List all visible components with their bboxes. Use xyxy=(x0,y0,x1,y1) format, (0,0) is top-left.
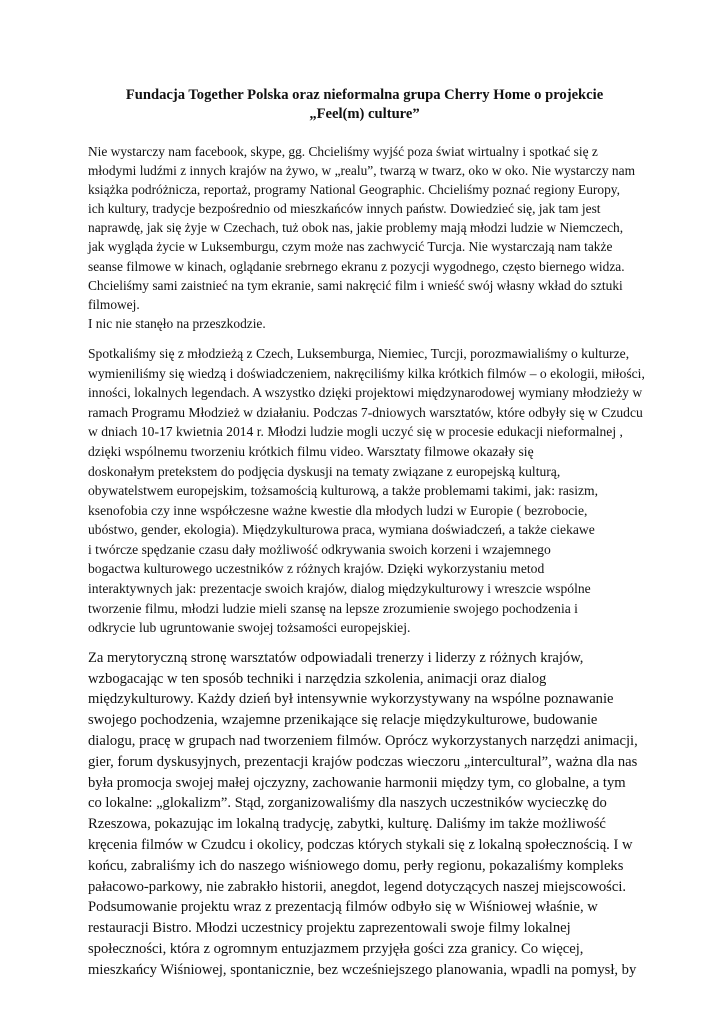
text-line: Nie wystarczy nam facebook, skype, gg. Chcieliśmy wyjść poza świat wirtualny i spotkać się z xyxy=(88,144,598,159)
text-line: pałacowo-parkowy, nie zabrakło historii, anegdot, legend dotyczących naszej miejscowości. xyxy=(88,878,627,895)
text-line: Rzeszowa, pokazując im lokalną tradycję, zabytki, kulturę. Daliśmy im także możliwość xyxy=(88,816,606,833)
text-line: dzięki wspólnemu tworzeniu krótkich filmu video. Warsztaty filmowe okazały się xyxy=(88,443,534,459)
text-line: Spotkaliśmy się z młodzieżą z Czech, Luksemburga, Niemiec, Turcji, porozmawialiśmy o kulturze, xyxy=(88,345,630,361)
text-line: I nic nie stanęło na przeszkodzie. xyxy=(88,315,266,331)
text-line: społeczności, która z ogromnym entuzjazmem przyjęła gości zza granicy. Co więcej, xyxy=(88,941,584,957)
text-line: ksenofobia czy inne współczesne ważne kwestie dla młodych ludzi w Europie ( bezrobocie, xyxy=(88,502,588,518)
paragraph-meeting xyxy=(88,344,645,638)
text-line: tworzenie filmu, młodzi ludzie mieli szansę na lepsze zrozumienie swojego pochodzenia i xyxy=(88,600,578,616)
text-line: naprawdę, jak się żyje w Czechach, tuż obok nas, jakie problemy mają młodzi ludzie w Niemczech, xyxy=(88,220,624,236)
document-title xyxy=(88,86,641,124)
document-page xyxy=(88,86,645,981)
text-line: Podsumowanie projektu wraz z prezentacją filmów odbyło się w Wiśniowej właśnie, w xyxy=(88,899,598,916)
paragraph-workshops xyxy=(88,648,641,981)
text-line: obywatelstwem europejskim, tożsamością kulturową, a także problemami takimi, jak: rasizm, xyxy=(88,483,598,499)
text-line: ich kultury, tradycje bezpośrednio od mieszkańców innych państw. Dowiedzieć się, jak tam jest xyxy=(88,201,601,217)
text-line: kręcenia filmów w Czudcu i okolicy, podczas których stykali się z lokalną społecznością. I w xyxy=(88,837,633,854)
text-line: Za merytoryczną stronę warsztatów odpowiadali trenerzy i liderzy z różnych krajów, xyxy=(88,649,584,666)
text-line: wzbogacając w ten sposób techniki i narzędzia szkolenia, animacji oraz dialog xyxy=(88,670,547,687)
text-line: bogactwa kulturowego uczestników z różnych krajów. Dzięki wykorzystaniu metod xyxy=(88,561,545,577)
text-line: ramach Programu Młodzież w działaniu. Podczas 7-dniowych warsztatów, które odbyły się w Czudcu xyxy=(88,404,643,420)
text-line: była promocja swojej małej ojczyzny, zachowanie harmonii między tym, co globalne, a tym xyxy=(88,774,626,791)
text-line: mieszkańcy Wiśniowej, spontanicznie, bez wcześniejszego planowania, wpadli na pomysł, by xyxy=(88,961,637,978)
text-line: co lokalne: „glokalizm”. Stąd, zorganizowaliśmy dla naszych uczestników wycieczkę do xyxy=(88,795,607,812)
text-line: końcu, zabraliśmy ich do naszego wiśniowego domu, perły regionu, pokazaliśmy kompleks xyxy=(88,857,624,874)
text-line: wymieniliśmy się wiedzą i doświadczeniem, nakręciliśmy kilka krótkich filmów – o ekologii, miłości, xyxy=(88,365,645,381)
text-line: w dniach 10-17 kwietnia 2014 r. Młodzi ludzie mogli uczyć się w procesie edukacji nieformalnej , xyxy=(88,424,623,440)
text-line: dialogu, pracę w grupach nad tworzeniem filmów. Oprócz wykorzystanych narzędzi animacji, xyxy=(88,733,638,750)
text-line: filmowej. xyxy=(88,296,140,312)
text-line: restauracji Bistro. Młodzi uczestnicy projektu zaprezentowali swoje filmy lokalnej xyxy=(88,920,571,937)
text-line: interaktywnych jak: prezentacje swoich krajów, dialog międzykulturowy i wreszcie wspólne xyxy=(88,581,591,597)
text-line: książka podróżnicza, reportaż, programy National Geographic. Chcieliśmy poznać regiony Europy, xyxy=(88,182,620,198)
text-line: ubóstwo, gender, ekologia). Międzykulturowa praca, wymiana doświadczeń, a także ciekawe xyxy=(88,522,595,538)
text-line: międzykulturowy. Każdy dzień był intensywnie wykorzystywany na wspólne poznawanie xyxy=(88,691,614,708)
text-line: seanse filmowe w kinach, oglądanie srebrnego ekranu z pozycji wygodnego, często biernego widza. xyxy=(88,258,625,274)
text-line: i twórcze spędzanie czasu dały możliwość odkrywania swoich korzeni i wzajemnego xyxy=(88,541,551,557)
title-line-2: „Feel(m) culture” xyxy=(309,106,420,122)
text-line: inności, lokalnych legendach. A wszystko dzięki projektowi międzynarodowej wymiany młodzieży w xyxy=(88,385,643,401)
text-line: Chcieliśmy sami zaistnieć na tym ekranie, sami nakręcić film i wnieść swój własny wkład do sztuki xyxy=(88,277,623,293)
text-line: jak wygląda życie w Luksemburgu, czym może nas zachwycić Turcja. Nie wystarczają nam także xyxy=(88,239,613,255)
paragraph-intro xyxy=(88,142,641,333)
text-line: odkrycie lub ugruntowanie swojej tożsamości europejskiej. xyxy=(88,620,411,636)
title-line-1: Fundacja Together Polska oraz nieformalna grupa Cherry Home o projekcie xyxy=(125,87,604,103)
text-line: młodymi ludźmi z innych krajów na żywo, w „realu”, twarzą w twarz, oko w oko. Nie wystarczy nam xyxy=(88,163,635,179)
text-line: doskonałym pretekstem do podjęcia dyskusji na tematy związane z europejską kulturą, xyxy=(88,463,561,479)
text-line: swojego pochodzenia, wzajemne przenikające się relacje międzykulturowe, budowanie xyxy=(88,712,598,729)
text-line: gier, forum dyskusyjnych, prezentacji krajów podczas wieczoru „intercultural”, ważna dla nas xyxy=(88,753,638,770)
